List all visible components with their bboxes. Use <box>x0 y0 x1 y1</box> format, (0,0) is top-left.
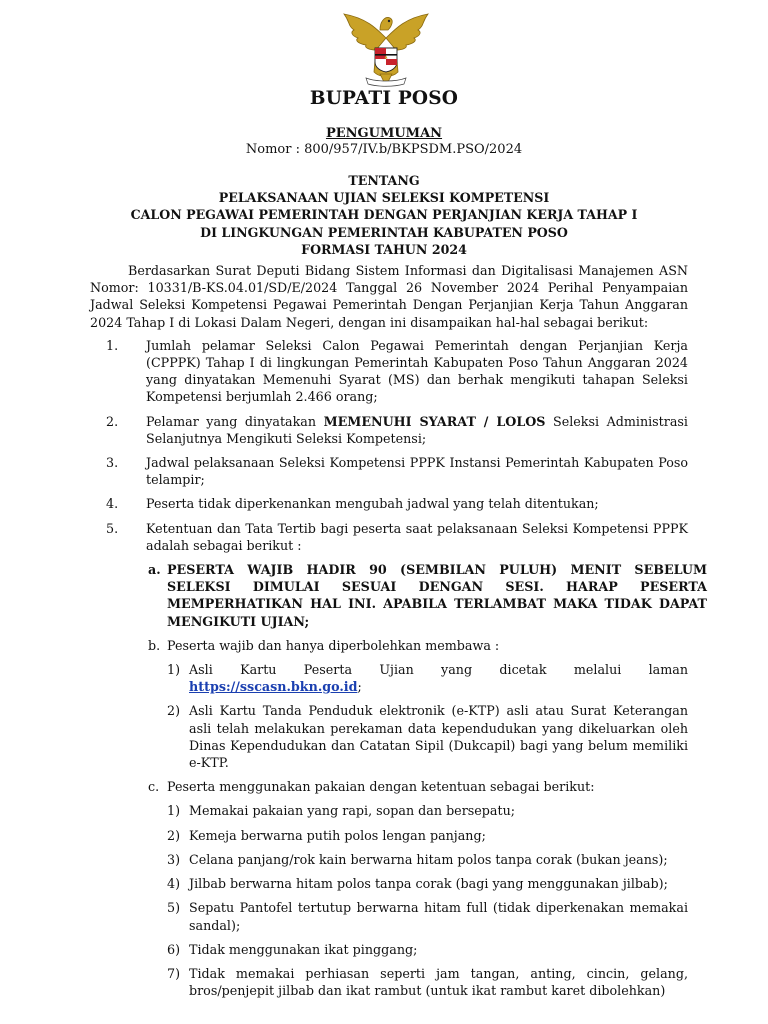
sub-item <box>167 802 688 819</box>
sub-text: Memakai pakaian yang rapi, sopan dan bersepatu; <box>189 803 516 819</box>
list-text: Seleksi Administrasi Selanjutnya Mengikuti Seleksi Kompetensi; <box>146 413 688 446</box>
sub-text: Jilbab berwarna hitam polos tanpa corak (bagi yang menggunakan jilbab); <box>189 876 668 892</box>
sub-text: Tidak menggunakan ikat pinggang; <box>189 941 418 957</box>
list-text: Jumlah pelamar Seleksi Calon Pegawai Pemerintah dengan Perjanjian Kerja (CPPPK) Tahap I di lingkungan Pemerintah Kabupaten Poso Tahun Anggaran 2024 yang dinyatakan Memenuhi Syarat (MS) dan berhak mengikuti tahapan Seleksi Kompetensi berjumlah 2.466 orang; <box>146 337 688 405</box>
sub-number: 2) <box>167 827 181 843</box>
sub-number: 3) <box>167 851 181 867</box>
rule-text: Peserta menggunakan pakaian dengan ketentuan sebagai berikut: <box>167 779 595 795</box>
subject-line: CALON PEGAWAI PEMERINTAH DENGAN PERJANJIAN KERJA TAHAP I <box>130 207 638 223</box>
list-number: 5. <box>106 520 119 536</box>
intro-paragraph: Berdasarkan Surat Deputi Bidang Sistem Informasi dan Digitalisasi Manajemen ASN Nomor: 10331/B-KS.04.01/SD/E/2024 Tanggal 26 November 2024 Perihal Penyampaian Jadwal Seleksi Kompetensi Pegawai Pemerintah Dengan Perjanjian Kerja Tahun Anggaran 2024 Tahap I di Lokasi Dalam Negeri, dengan ini disampaikan hal-hal sebagai berikut: <box>90 263 688 330</box>
announcement-body <box>90 262 707 1006</box>
rule-text: PESERTA WAJIB HADIR 90 (SEMBILAN PULUH) MENIT SEBELUM SELEKSI DIMULAI SESUAI DENGAN SESI. HARAP PESERTA MEMPERHATIKAN HAL INI. APABILA TERLAMBAT MAKA TIDAK DAPAT MENGIKUTI UJIAN; <box>167 562 707 629</box>
sub-number: 7) <box>167 965 181 981</box>
subject-line: PELAKSANAAN UJIAN SELEKSI KOMPETENSI <box>218 190 550 206</box>
page-title: BUPATI POSO <box>309 88 459 109</box>
list-number: 3. <box>106 455 119 471</box>
list-item <box>106 495 688 512</box>
list-number: 1. <box>106 337 119 353</box>
sub-item <box>167 827 688 844</box>
sub-number: 1) <box>167 662 181 678</box>
sub-item <box>167 899 688 933</box>
sub-item <box>167 851 688 868</box>
subject-line: FORMASI TAHUN 2024 <box>301 241 467 257</box>
sub-number: 5) <box>167 900 181 916</box>
sub-text: Kemeja berwarna putih polos lengan panjang; <box>189 827 486 843</box>
sub-text-after: ; <box>357 679 362 695</box>
announcement-number: Nomor : 800/957/IV.b/BKPSDM.PSO/2024 <box>245 142 523 157</box>
sub-text: Celana panjang/rok kain berwarna hitam polos tanpa corak (bukan jeans); <box>189 851 668 867</box>
list-text: Ketentuan dan Tata Tertib bagi peserta saat pelaksanaan Seleksi Kompetensi PPPK adalah sebagai berikut : <box>146 520 688 553</box>
about-label: TENTANG <box>348 173 420 188</box>
list-number: 4. <box>106 496 119 512</box>
garuda-emblem-icon <box>336 8 436 90</box>
list-item <box>106 520 688 554</box>
rule-label: c. <box>148 779 160 795</box>
rule-text: Peserta wajib dan hanya diperbolehkan membawa : <box>167 637 500 653</box>
sscasn-link[interactable]: https://sscasn.bkn.go.id <box>189 679 358 695</box>
list-text-bold: MEMENUHI SYARAT / LOLOS <box>323 413 546 429</box>
sub-text: Asli Kartu Peserta Ujian yang dicetak melalui laman <box>189 662 688 678</box>
list-item <box>106 413 688 447</box>
sub-number: 1) <box>167 803 181 819</box>
sub-item <box>167 702 688 771</box>
rule-a <box>148 561 707 630</box>
rule-c <box>148 778 707 795</box>
list-text: Pelamar yang dinyatakan <box>146 413 324 429</box>
announcement-label: PENGUMUMAN <box>325 126 443 141</box>
sub-item <box>167 661 688 695</box>
rule-label: b. <box>148 637 161 653</box>
rule-label: a. <box>148 562 161 578</box>
sub-item <box>167 875 688 892</box>
sub-number: 4) <box>167 876 181 892</box>
subject-line: DI LINGKUNGAN PEMERINTAH KABUPATEN POSO <box>200 224 568 240</box>
subject-block <box>0 172 768 258</box>
sub-text: Sepatu Pantofel tertutup berwarna hitam full (tidak diperkenakan memakai sandal); <box>189 900 688 933</box>
sub-item <box>167 965 688 999</box>
list-number: 2. <box>106 413 119 429</box>
list-text: Jadwal pelaksanaan Seleksi Kompetensi PPPK Instansi Pemerintah Kabupaten Poso telampir; <box>146 455 688 488</box>
list-item <box>106 454 688 488</box>
list-text: Peserta tidak diperkenankan mengubah jadwal yang telah ditentukan; <box>146 496 599 512</box>
sub-number: 2) <box>167 703 181 719</box>
sub-text: Tidak memakai perhiasan seperti jam tangan, anting, cincin, gelang, bros/penjepit jilbab dan ikat rambut (untuk ikat rambut karet dibolehkan) <box>189 965 688 999</box>
rule-b <box>148 637 707 654</box>
list-item <box>106 337 688 406</box>
sub-item <box>167 941 688 958</box>
sub-text: Asli Kartu Tanda Penduduk elektronik (e-KTP) asli atau Surat Keterangan asli telah melakukan perekaman data kependudukan yang dikeluarkan oleh Dinas Kependudukan dan Catatan Sipil (Dukcapil) bagi yang belum memiliki e-KTP. <box>189 703 688 771</box>
sub-number: 6) <box>167 941 181 957</box>
